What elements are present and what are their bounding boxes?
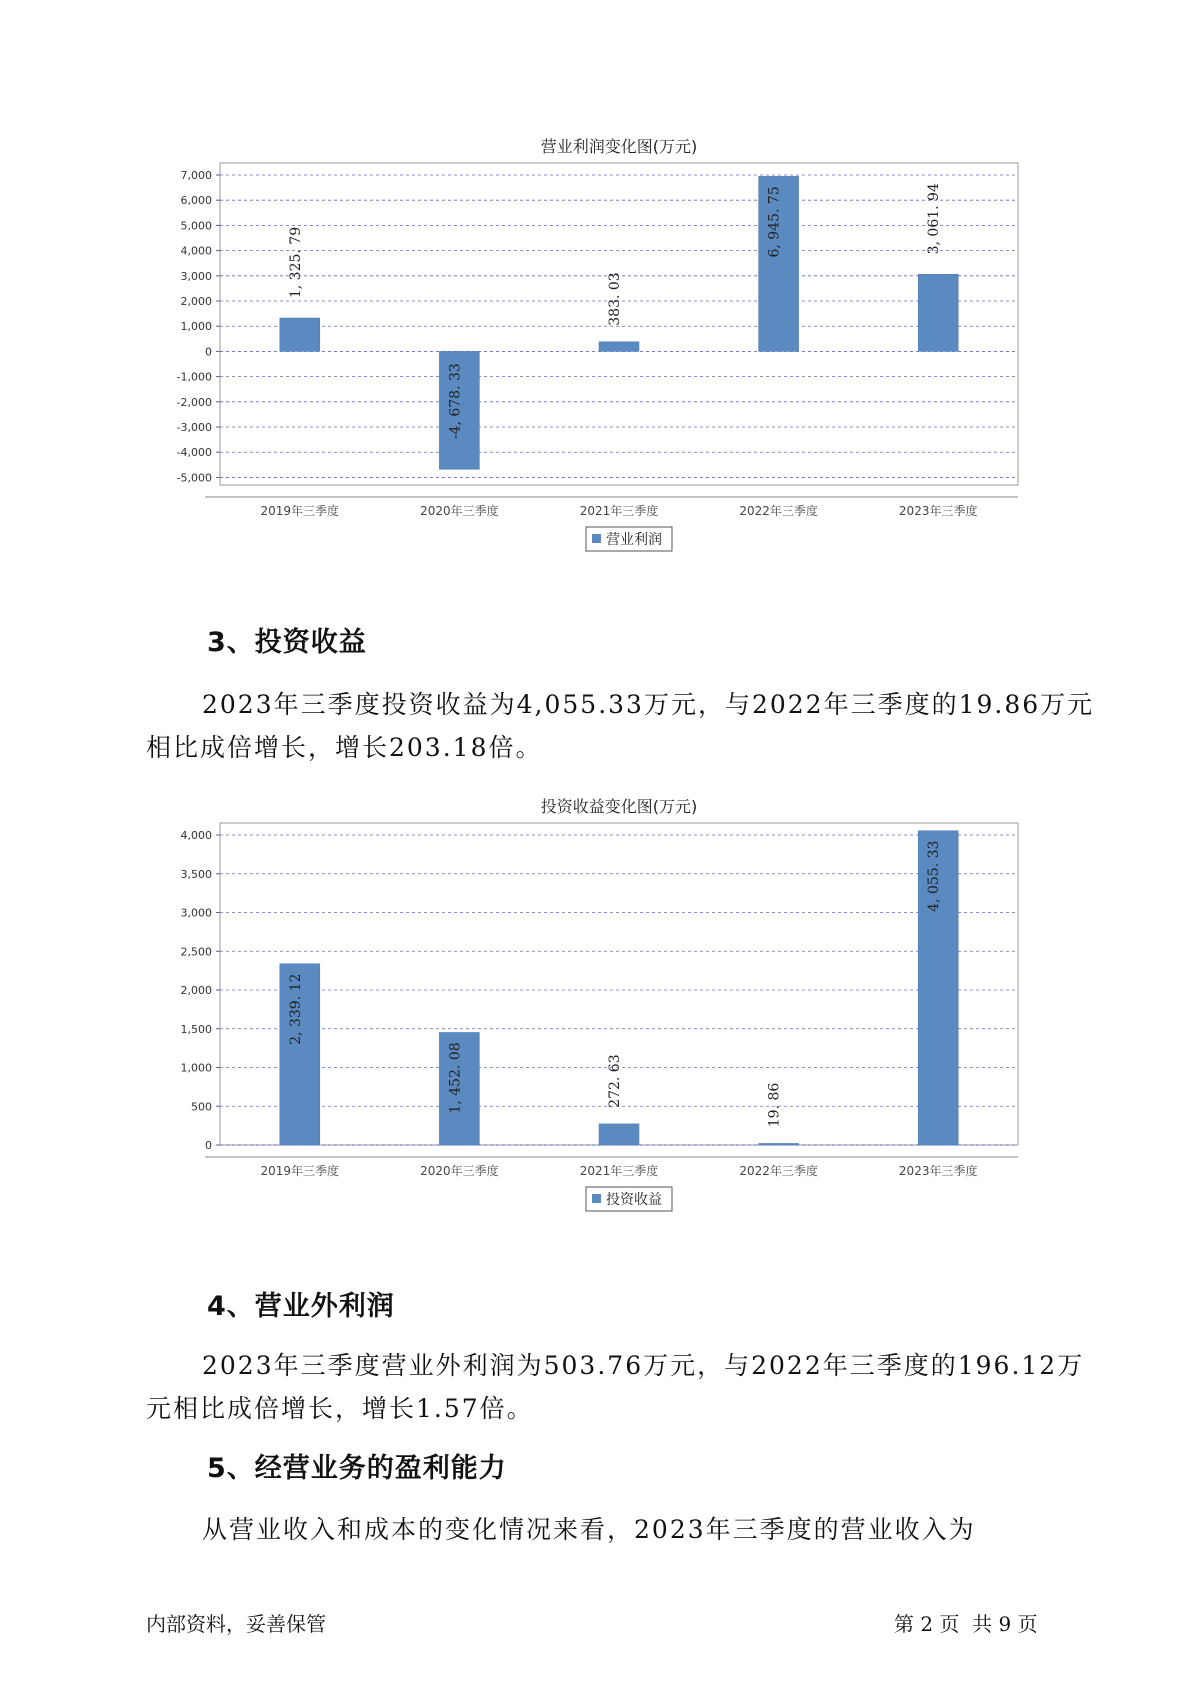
y-tick-label: 0 (205, 1139, 212, 1152)
data-label: 1, 325. 79 (287, 226, 304, 299)
y-tick-label: 4,000 (180, 244, 212, 258)
x-tick-label: 2022年三季度 (739, 504, 818, 518)
y-tick-label: 2,500 (180, 945, 212, 959)
legend-swatch (592, 534, 601, 543)
y-tick-label: 6,000 (180, 194, 212, 208)
y-tick-label: 3,500 (180, 867, 212, 881)
operating-profit-chart-svg (150, 130, 1030, 600)
section-5-paragraph (146, 1508, 1076, 1551)
footer-page-number: 第 2 页 共 9 页 (894, 1612, 1038, 1636)
x-tick-label: 2022年三季度 (739, 1164, 818, 1178)
y-tick-label: 0 (205, 345, 212, 359)
y-tick-label: 2,000 (180, 984, 212, 997)
data-label: 19. 86 (766, 1082, 783, 1128)
legend-swatch (592, 1194, 601, 1203)
operating-profit-chart (150, 130, 1030, 600)
y-tick-label: 1,500 (180, 1022, 212, 1036)
section-3-line-2: 相比成倍增长，增长203.18倍。 (146, 733, 543, 762)
investment-income-chart-svg (150, 790, 1030, 1260)
x-tick-label: 2020年三季度 (420, 1164, 499, 1178)
chart-title: 投资收益变化图(万元) (540, 797, 698, 816)
bar-2019年三季度 (280, 318, 320, 351)
section-3-paragraph (146, 683, 1095, 769)
section-5-heading: 5、经营业务的盈利能力 (207, 1453, 507, 1484)
x-tick-label: 2019年三季度 (260, 504, 340, 518)
investment-income-chart (150, 790, 1030, 1260)
section-4-line-2: 元相比成倍增长，增长1.57倍。 (146, 1394, 534, 1423)
section-4-paragraph (146, 1344, 1085, 1430)
bar-2022年三季度 (759, 1143, 799, 1145)
y-tick-label: 5,000 (180, 219, 212, 233)
bar-2021年三季度 (599, 342, 639, 352)
data-label: -4, 678. 33 (447, 363, 464, 440)
y-tick-label: -1,000 (176, 370, 212, 384)
footer-left: 内部资料，妥善保管 (146, 1612, 326, 1636)
data-label: 1, 452. 08 (447, 1042, 464, 1114)
legend-label: 投资收益 (606, 1192, 662, 1208)
x-tick-label: 2019年三季度 (260, 1164, 340, 1178)
data-label: 272. 63 (607, 1054, 623, 1108)
chart-title: 营业利润变化图(万元) (540, 137, 698, 156)
section-4-heading: 4、营业外利润 (207, 1291, 395, 1322)
data-label: 4, 055. 33 (926, 840, 943, 912)
data-label: 3, 061. 94 (926, 183, 943, 255)
data-label: 383. 03 (607, 272, 623, 326)
x-tick-label: 2023年三季度 (898, 504, 978, 518)
y-tick-label: 2,000 (180, 295, 212, 309)
legend-label: 营业利润 (606, 532, 662, 548)
x-tick-label: 2020年三季度 (420, 504, 499, 518)
y-tick-label: -3,000 (176, 421, 212, 435)
y-tick-label: 4,000 (180, 829, 212, 842)
y-tick-label: 1,000 (180, 320, 212, 334)
y-tick-label: 500 (191, 1100, 212, 1114)
data-label: 2, 339. 12 (287, 973, 304, 1045)
x-tick-label: 2021年三季度 (579, 504, 659, 518)
y-tick-label: -2,000 (176, 395, 212, 409)
x-tick-label: 2021年三季度 (579, 1164, 659, 1178)
y-tick-label: 3,000 (180, 906, 212, 920)
y-tick-label: 1,000 (180, 1061, 212, 1075)
y-tick-label: 7,000 (180, 169, 212, 182)
y-tick-label: -5,000 (176, 471, 212, 485)
y-tick-label: -4,000 (176, 446, 212, 460)
section-3-heading: 3、投资收益 (207, 627, 367, 658)
bar-2021年三季度 (599, 1124, 639, 1145)
x-tick-label: 2023年三季度 (898, 1164, 978, 1178)
section-3-line-1: 2023年三季度投资收益为4,055.33万元，与2022年三季度的19.86万元 (202, 690, 1095, 719)
section-4-line-1: 2023年三季度营业外利润为503.76万元，与2022年三季度的196.12万 (202, 1351, 1085, 1380)
bar-2023年三季度 (918, 274, 958, 351)
section-5-line-1: 从营业收入和成本的变化情况来看，2023年三季度的营业收入为 (202, 1515, 976, 1544)
y-tick-label: 3,000 (180, 269, 212, 283)
data-label: 6, 945. 75 (766, 186, 783, 258)
